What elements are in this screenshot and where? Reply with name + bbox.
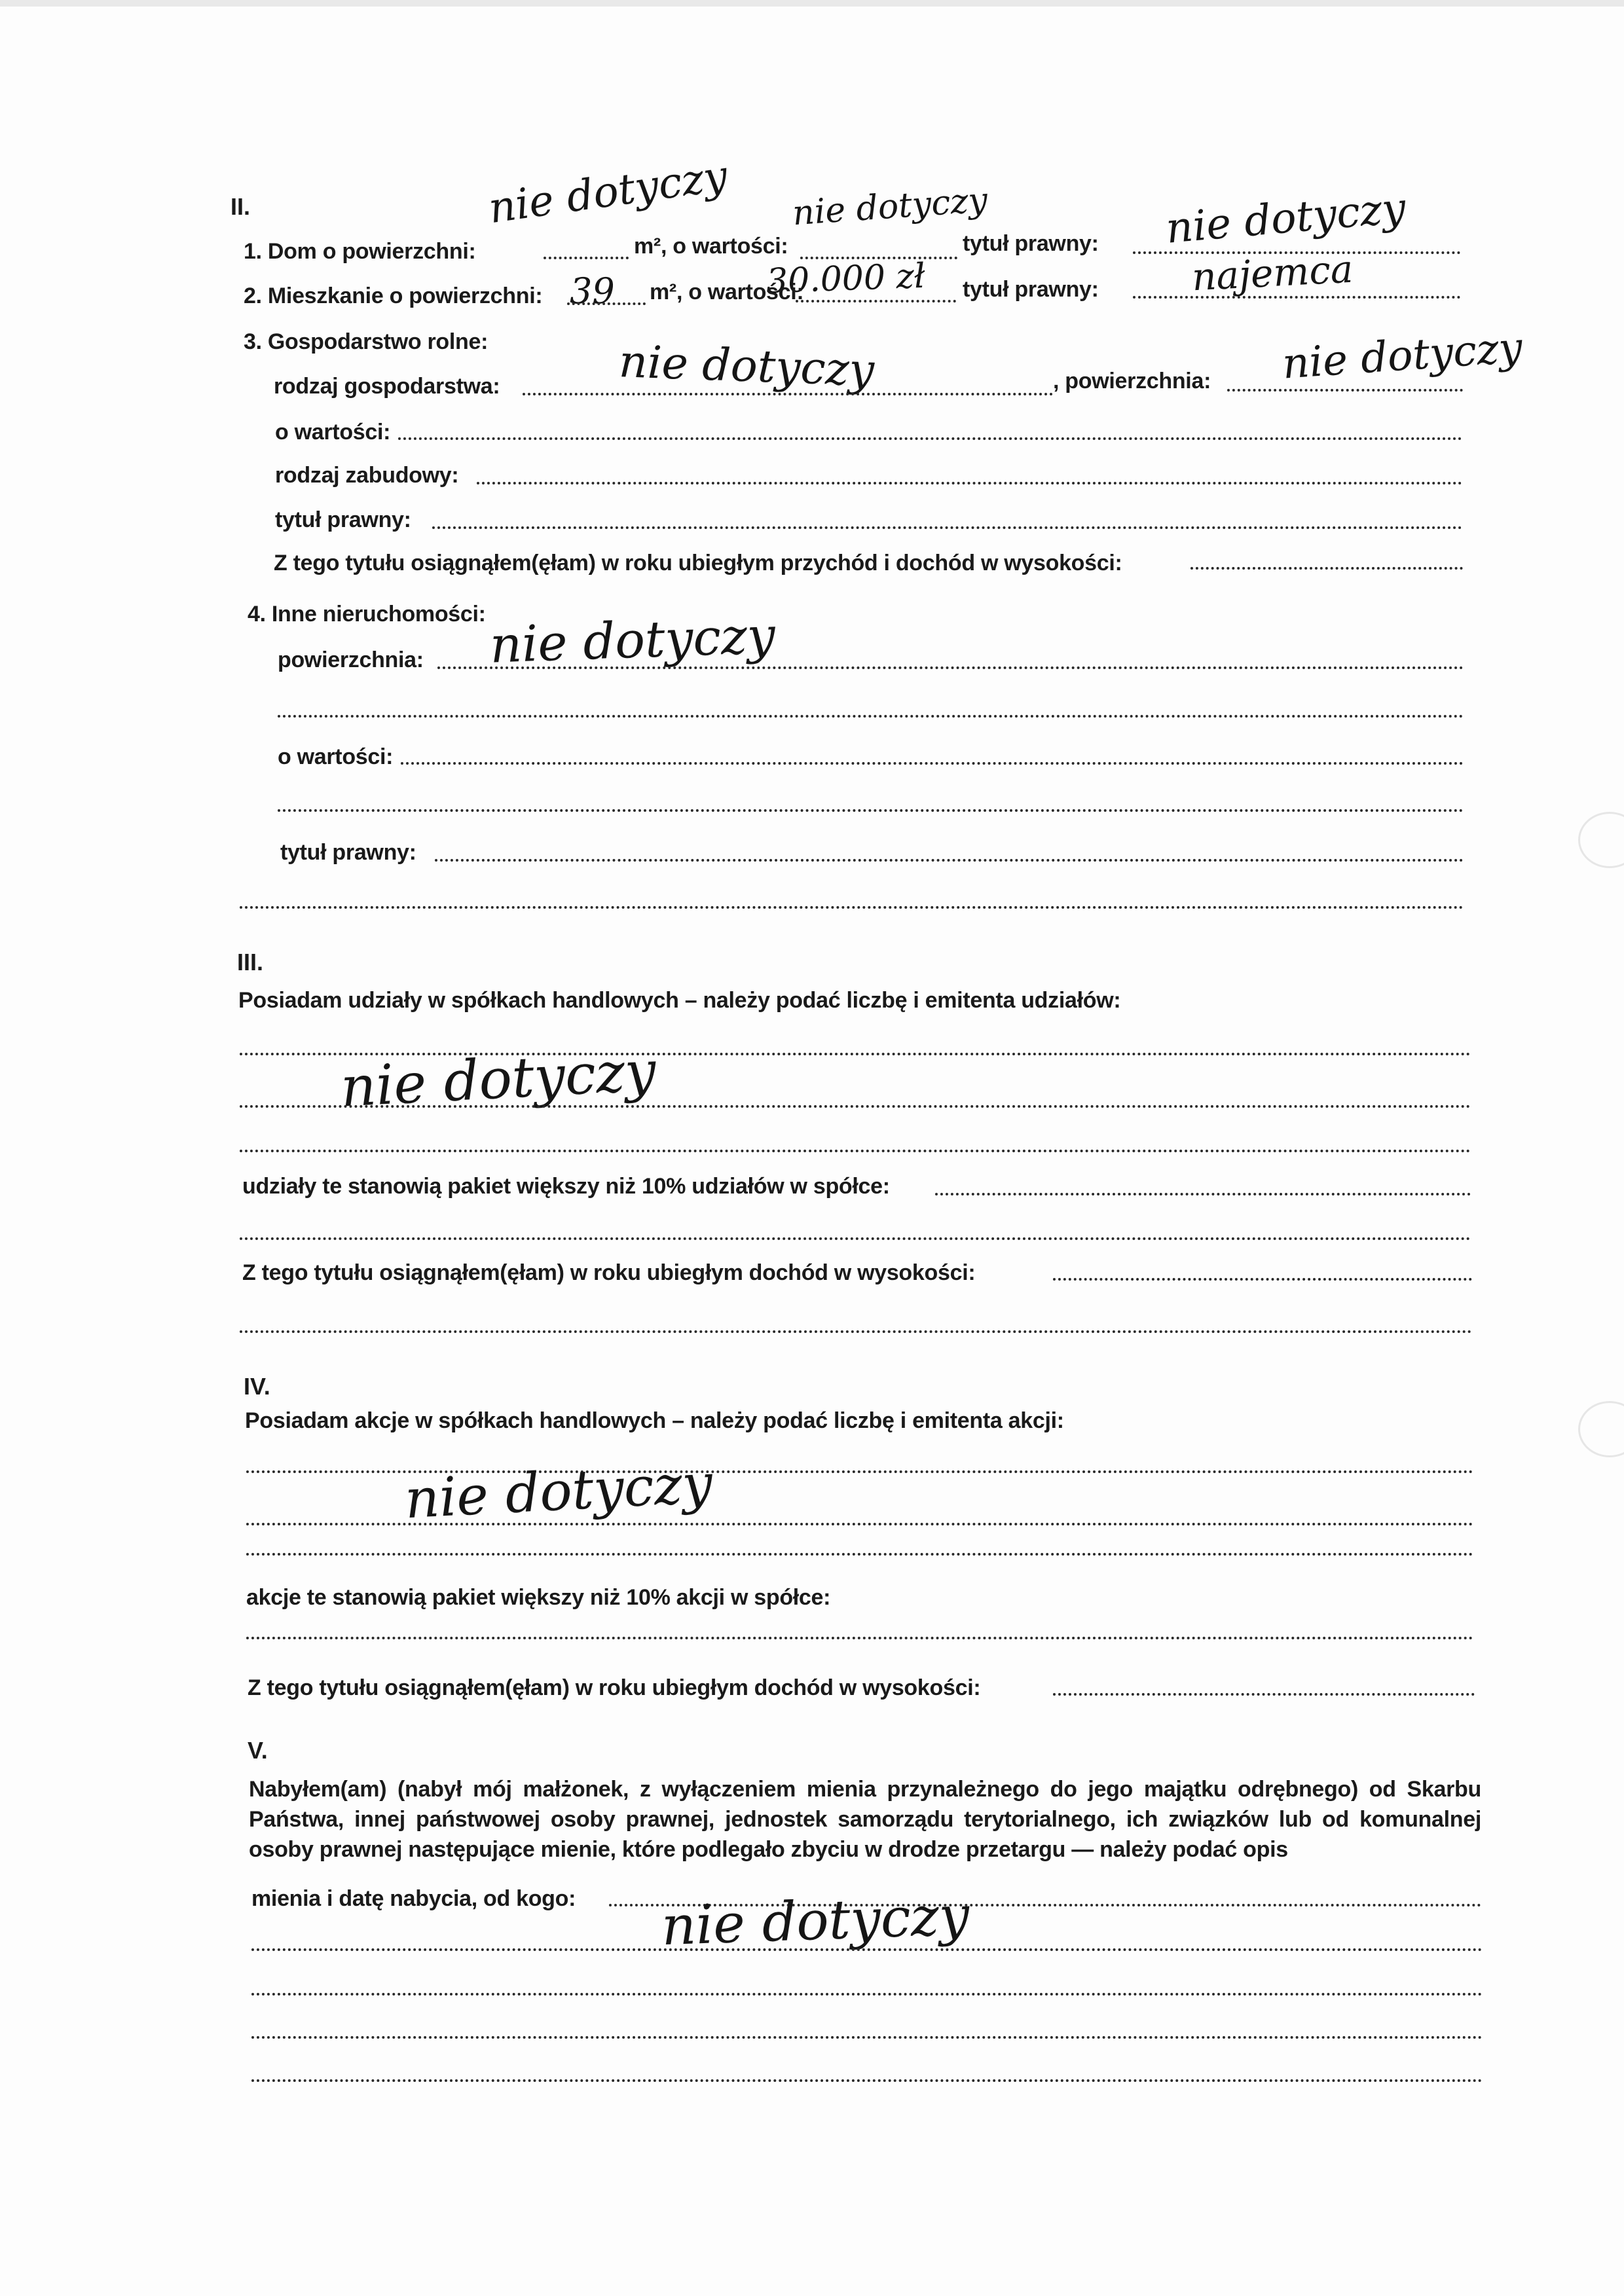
field-inne-tytul-2[interactable]	[240, 906, 1464, 909]
field-mienie-2[interactable]	[251, 1948, 1483, 1951]
label-gospodarstwo: 3. Gospodarstwo rolne:	[244, 329, 489, 354]
field-gosp-income[interactable]	[1190, 567, 1463, 570]
field-rodzaj-zabudowy[interactable]	[477, 482, 1462, 484]
handwriting-dom-title: nie dotyczy	[1164, 184, 1408, 253]
field-akcje-pakiet[interactable]	[246, 1637, 1473, 1639]
label-inne-nieruchomosci: 4. Inne nieruchomości:	[248, 602, 486, 627]
label-rodzaj-gospodarstwa: rodzaj gospodarstwa:	[274, 374, 500, 399]
label-udzialy-intro: Posiadam udziały w spółkach handlowych – należy podać liczbę i emitenta udziałów:	[238, 988, 1121, 1013]
field-inne-tytul[interactable]	[435, 859, 1464, 862]
label-dom: 1. Dom o powierzchni:	[244, 239, 476, 264]
label-gosp-income: Z tego tytułu osiągnąłem(ęłam) w roku ubiegłym przychód i dochód w wysokości:	[274, 551, 1122, 575]
section-iii-heading: III.	[237, 949, 264, 975]
field-udzialy-pakiet[interactable]	[935, 1193, 1471, 1195]
handwriting-mienie: nie dotyczy	[660, 1884, 970, 1958]
field-udzialy-3[interactable]	[240, 1150, 1471, 1152]
label-udzialy-income: Z tego tytułu osiągnąłem(ęłam) w roku ubiegłym dochód w wysokości:	[242, 1260, 976, 1285]
handwriting-mieszkanie-area: 39	[570, 270, 615, 312]
field-inne-wartosc-2[interactable]	[278, 809, 1464, 812]
field-akcje-2[interactable]	[246, 1523, 1473, 1525]
section-v-heading: V.	[248, 1737, 268, 1764]
handwriting-dom-area: nie dotyczy	[485, 151, 731, 234]
field-gosp-powierzchnia[interactable]	[1227, 389, 1463, 392]
label-o-wartosci: o wartości:	[275, 420, 391, 445]
label-inne-powierzchnia: powierzchnia:	[278, 647, 424, 672]
field-inne-powierzchnia[interactable]	[437, 666, 1464, 669]
field-udzialy-income[interactable]	[1053, 1278, 1472, 1281]
field-inne-wartosc[interactable]	[401, 762, 1464, 765]
field-mieszkanie-area[interactable]	[567, 302, 646, 305]
label-powierzchnia: , powierzchnia:	[1053, 369, 1211, 393]
label-inne-tytul: tytuł prawny:	[280, 840, 416, 865]
field-mienie-3[interactable]	[251, 1993, 1483, 1995]
field-inne-powierzchnia-2[interactable]	[278, 715, 1464, 718]
field-akcje-income[interactable]	[1053, 1693, 1475, 1696]
label-mieszkanie-title: tytuł prawny:	[963, 277, 1099, 302]
field-udzialy-income-2[interactable]	[240, 1330, 1472, 1333]
field-rodzaj-gospodarstwa[interactable]	[523, 393, 1053, 395]
field-mienie-5[interactable]	[251, 2079, 1483, 2082]
label-akcje-pakiet: akcje te stanowią pakiet większy niż 10% akcji w spółce:	[246, 1585, 831, 1610]
field-mieszkanie-value[interactable]	[796, 300, 956, 302]
label-akcje-intro: Posiadam akcje w spółkach handlowych – należy podać liczbę i emitenta akcji:	[245, 1408, 1064, 1433]
label-dom-m2: m², o wartości:	[634, 234, 788, 259]
handwriting-dom-value: nie dotyczy	[791, 180, 989, 234]
field-mieszkanie-title[interactable]	[1133, 296, 1460, 299]
label-mienie: mienia i datę nabycia, od kogo:	[251, 1886, 576, 1911]
scan-top-edge	[0, 0, 1624, 7]
label-inne-o-wartosci: o wartości:	[278, 744, 394, 769]
scan-hole-mark	[1578, 812, 1624, 868]
handwriting-akcje: nie dotyczy	[403, 1452, 714, 1531]
label-dom-title: tytuł prawny:	[963, 231, 1099, 256]
label-mieszkanie: 2. Mieszkanie o powierzchni:	[244, 283, 543, 308]
section-v-paragraph: Nabyłem(am) (nabył mój małżonek, z wyłączeniem mienia przynależnego do jego majątku odrębnego) od Skarbu Państwa, innej państwowej osoby prawnej, jednostek samorządu terytorialnego, ich związków lub od komunalnej osoby prawnej następujące mienie, które podlegało zbyciu w drodze przetargu — należy podać opis	[249, 1777, 1481, 1862]
handwriting-mieszkanie-value: 30.000 zł	[766, 256, 926, 302]
handwriting-udzialy: nie dotyczy	[339, 1038, 657, 1120]
field-akcje-3[interactable]	[246, 1553, 1473, 1556]
label-gosp-tytul: tytuł prawny:	[275, 507, 411, 532]
field-gosp-wartosc[interactable]	[398, 437, 1462, 440]
field-mienie-4[interactable]	[251, 2036, 1483, 2039]
handwriting-mieszkanie-title: najemca	[1190, 246, 1354, 300]
section-iv-heading: IV.	[244, 1373, 270, 1400]
section-ii-heading: II.	[231, 193, 251, 220]
handwriting-inne-powierzchnia: nie dotyczy	[489, 606, 777, 674]
label-udzialy-pakiet: udziały te stanowią pakiet większy niż 10% udziałów w spółce:	[242, 1174, 890, 1199]
field-udzialy-pakiet-2[interactable]	[240, 1237, 1471, 1240]
scan-hole-mark	[1578, 1401, 1624, 1457]
handwriting-gosp-powierzchnia: nie dotyczy	[1280, 323, 1524, 389]
label-akcje-income: Z tego tytułu osiągnąłem(ęłam) w roku ubiegłym dochód w wysokości:	[248, 1675, 981, 1700]
label-rodzaj-zabudowy: rodzaj zabudowy:	[275, 463, 459, 488]
field-gosp-tytul[interactable]	[432, 526, 1462, 529]
field-udzialy-2[interactable]	[240, 1105, 1471, 1108]
label-mieszkanie-m2: m², o wartości:	[650, 280, 804, 304]
handwriting-rodzaj-gosp: nie dotyczy	[618, 336, 876, 397]
field-dom-area[interactable]	[544, 257, 629, 259]
